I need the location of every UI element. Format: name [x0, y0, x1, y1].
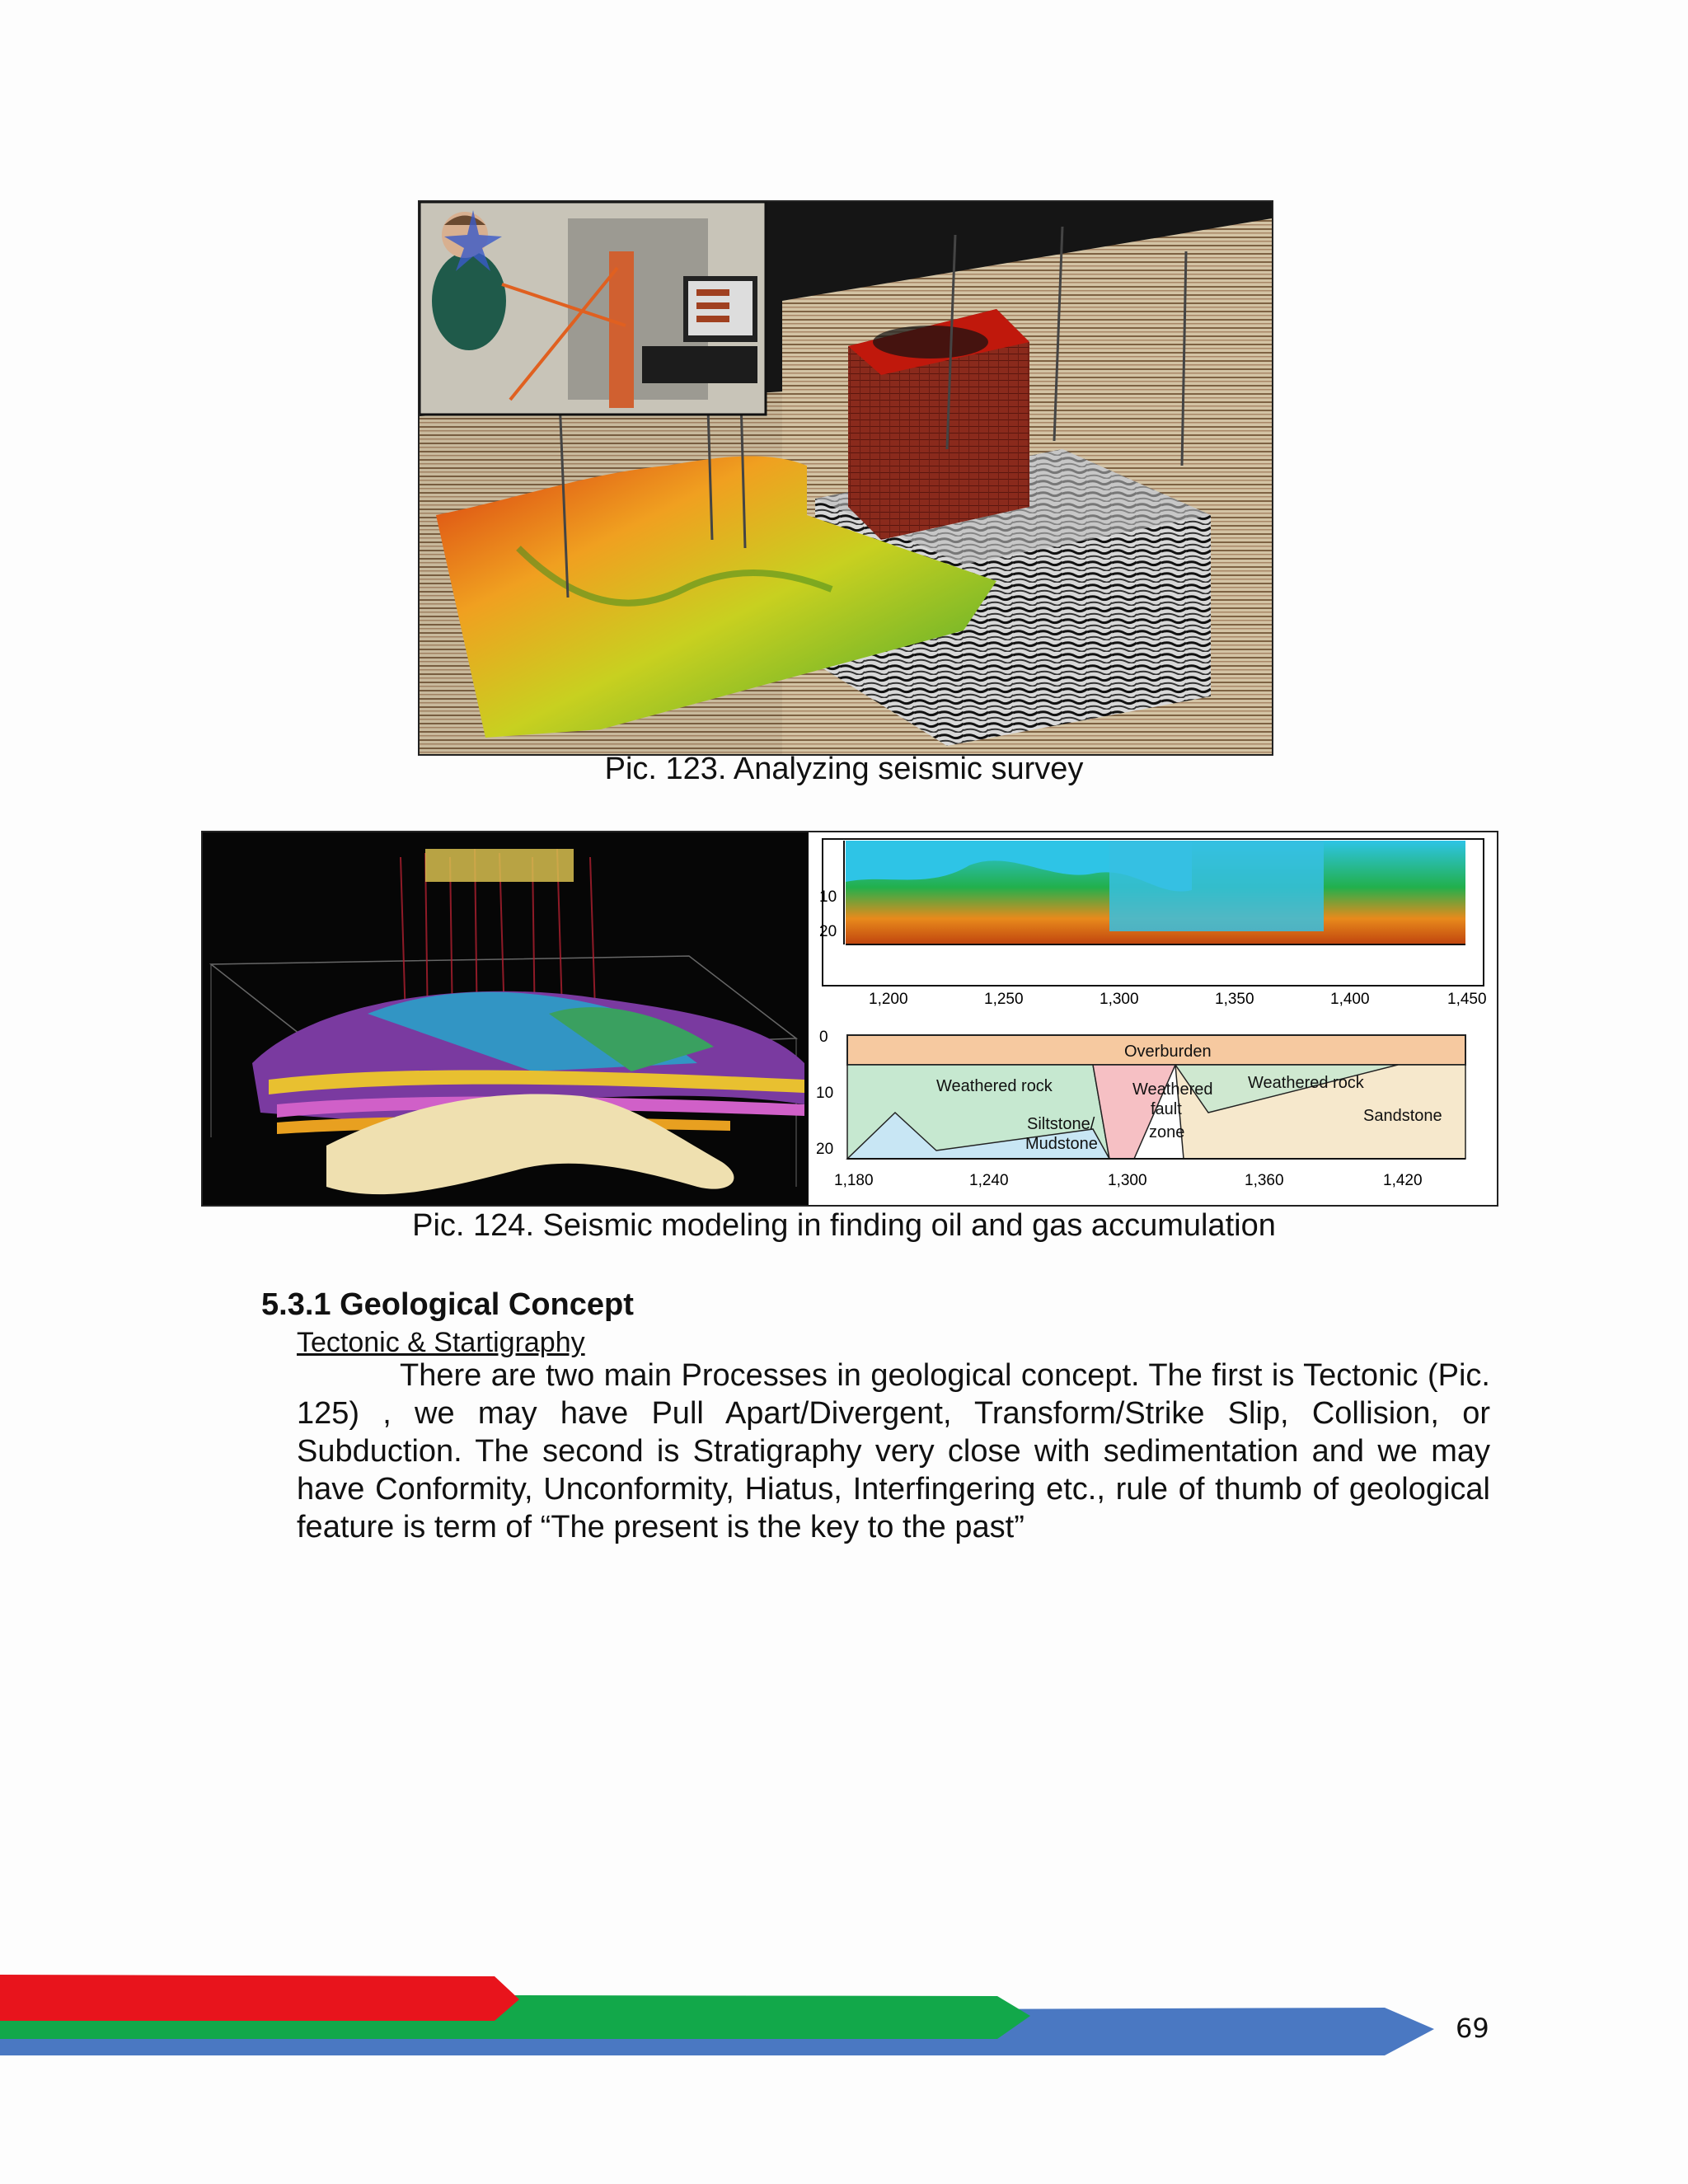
figure-caption: Pic. 124. Seismic modeling in finding oil and gas accumulation — [412, 1208, 1276, 1243]
top-x-tick: 1,400 — [1330, 991, 1370, 1008]
top-section-x-axis — [869, 991, 1487, 1008]
bottom-y-tick: 0 — [819, 1029, 828, 1046]
bottom-x-tick: 1,420 — [1383, 1172, 1423, 1189]
seismic-survey-illustration — [420, 202, 1272, 754]
label-weathered-rock: Weathered rock — [936, 1077, 1053, 1095]
label-fault: fault — [1151, 1100, 1182, 1118]
top-x-tick: 1,250 — [984, 991, 1024, 1008]
footer-arrow-bands — [0, 1970, 1451, 2069]
label-siltstone: Siltstone/ — [1027, 1115, 1095, 1133]
bottom-y-tick: 20 — [816, 1141, 834, 1158]
figure-seismic-survey — [418, 200, 1273, 756]
figure-seismic-modeling — [201, 831, 1498, 1207]
label-weathered-rock-right: Weathered rock — [1248, 1074, 1364, 1092]
label-sandstone: Sandstone — [1363, 1107, 1442, 1125]
section-heading: 5.3.1 Geological Concept — [261, 1287, 634, 1322]
figure-caption: Pic. 123. Analyzing seismic survey — [604, 752, 1084, 786]
bottom-x-tick: 1,360 — [1245, 1172, 1284, 1189]
red-arrow-band — [0, 1975, 519, 2021]
bottom-section-y-axis — [816, 1029, 833, 1158]
top-x-tick: 1,450 — [1447, 991, 1487, 1008]
top-y-tick: 10 — [819, 888, 837, 906]
top-x-tick: 1,350 — [1215, 991, 1254, 1008]
top-y-tick: 20 — [819, 923, 837, 940]
label-overburden: Overburden — [1124, 1043, 1212, 1061]
bottom-y-tick: 10 — [816, 1085, 834, 1102]
page-number: 69 — [1456, 2013, 1489, 2044]
bottom-x-tick: 1,300 — [1108, 1172, 1147, 1189]
bottom-x-tick: 1,180 — [834, 1172, 874, 1189]
section-subheading: Tectonic & Startigraphy — [297, 1327, 585, 1358]
top-x-tick: 1,300 — [1100, 991, 1139, 1008]
label-weathered: Weathered — [1132, 1080, 1213, 1099]
label-zone: zone — [1149, 1123, 1185, 1141]
label-mudstone: Mudstone — [1025, 1135, 1098, 1153]
body-paragraph: There are two main Processes in geological concept. The first is Tectonic (Pic. 125) , we may have Pull Apart/Divergent, Transform/Strike Slip, Collision, or Subduction. The second is Stratigraphy very close with sedimentation and we may have Conformity, Unconformity, Hiatus, Interfingering etc., rule of thumb of geological feature is term of “The present is the key to the past” — [297, 1358, 1490, 1544]
seismic-modeling-illustration — [203, 832, 1497, 1205]
bottom-section-x-axis — [834, 1172, 1423, 1189]
bottom-x-tick: 1,240 — [969, 1172, 1009, 1189]
top-x-tick: 1,200 — [869, 991, 908, 1008]
